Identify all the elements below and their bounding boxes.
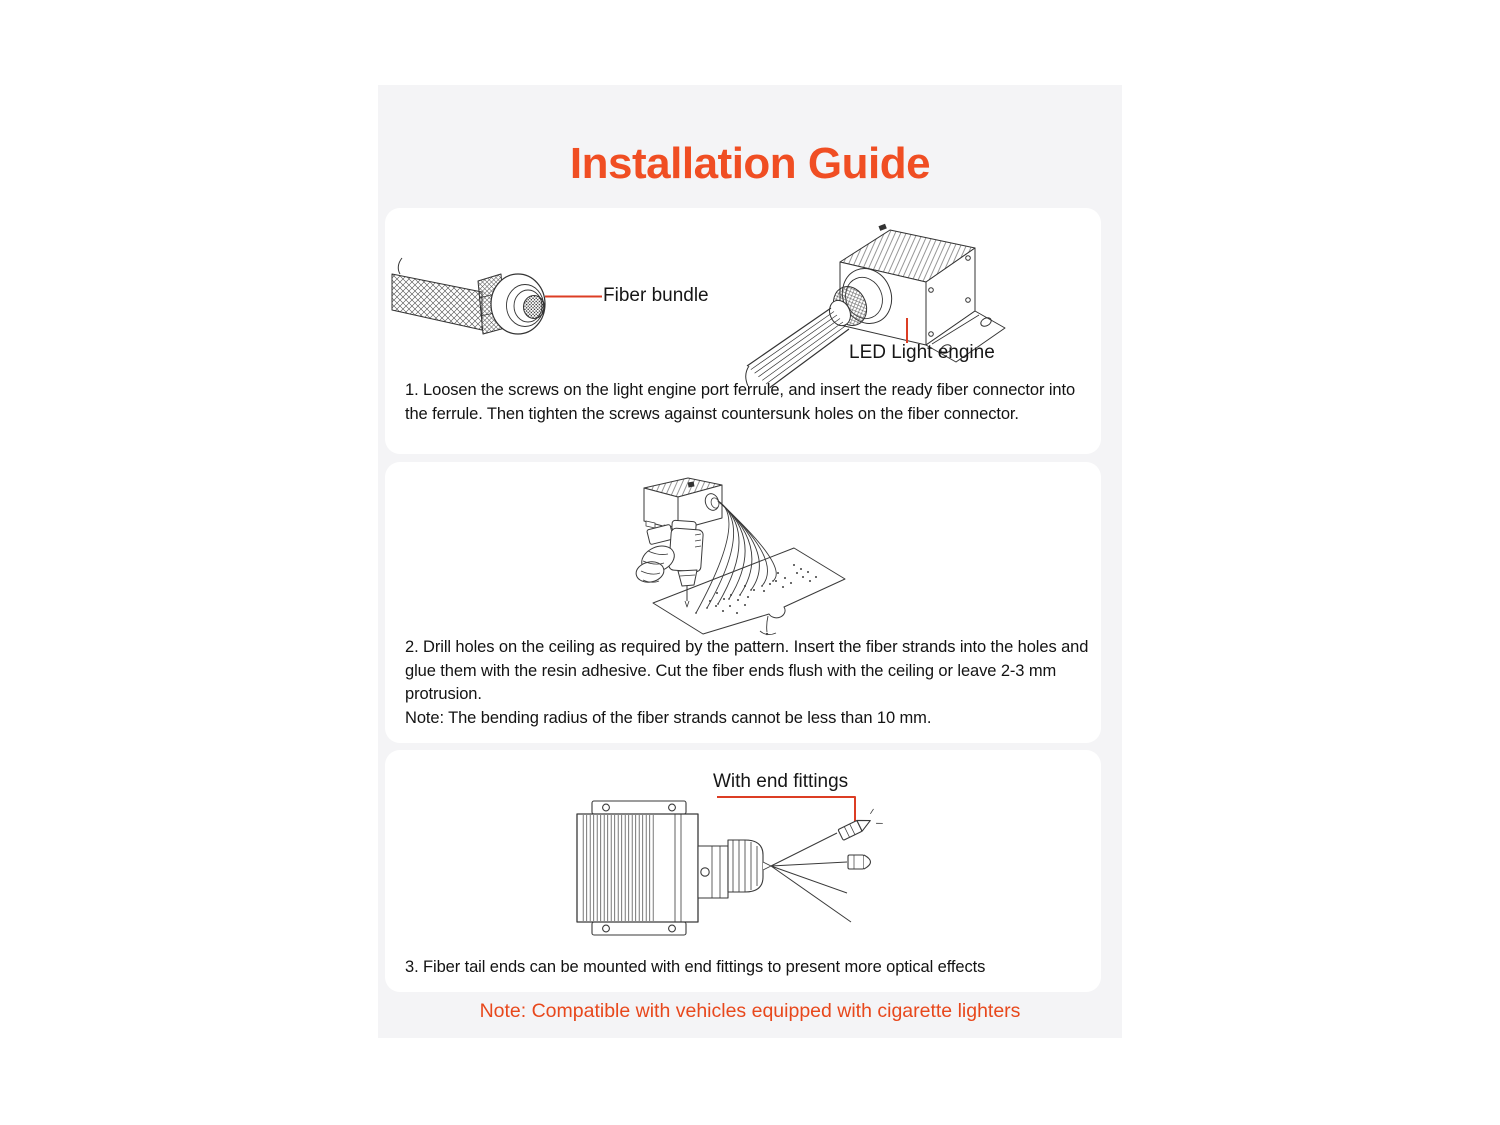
end-fitting-dome [848,855,871,869]
step-3-card [385,750,1101,992]
end-fittings-label: With end fittings [713,771,849,792]
step-3-instruction: 3. Fiber tail ends can be mounted with end fittings to present more optical effects [405,958,986,976]
end-fittings-drawing [575,778,920,958]
led-light-engine-drawing [743,216,1073,391]
step-2-instruction: 2. Drill holes on the ceiling as required by the pattern. Insert the fiber strands into the holes and glue them with the resin adhesive. Cut the fiber ends flush with the ceiling or leave 2-3 mm protrusion. [405,638,1089,703]
step-1-text-block [405,379,1095,426]
compatibility-note: Note: Compatible with vehicles equipped with cigarette lighters [479,1000,1021,1022]
page-title: Installation Guide [569,139,931,188]
page-background [378,85,1122,1038]
step-2-card [385,462,1101,743]
end-fittings-leader-line [717,797,855,822]
end-fitting-crystal [837,808,883,842]
step-2-text-block [405,636,1095,730]
step-1-instruction: 1. Loosen the screws on the light engine port ferrule, and insert the ready fiber connector into the ferrule. Then tighten the screws against countersunk holes on the fiber connector. [405,381,1076,423]
step-1-card [385,208,1101,454]
fiber-bundle-label: Fiber bundle [603,285,709,306]
led-light-engine-label: LED Light engine [849,342,995,363]
step-2-note: Note: The bending radius of the fiber strands cannot be less than 10 mm. [405,708,932,727]
step-3-text-block [405,956,1095,980]
ceiling-drilling-drawing [598,473,888,645]
